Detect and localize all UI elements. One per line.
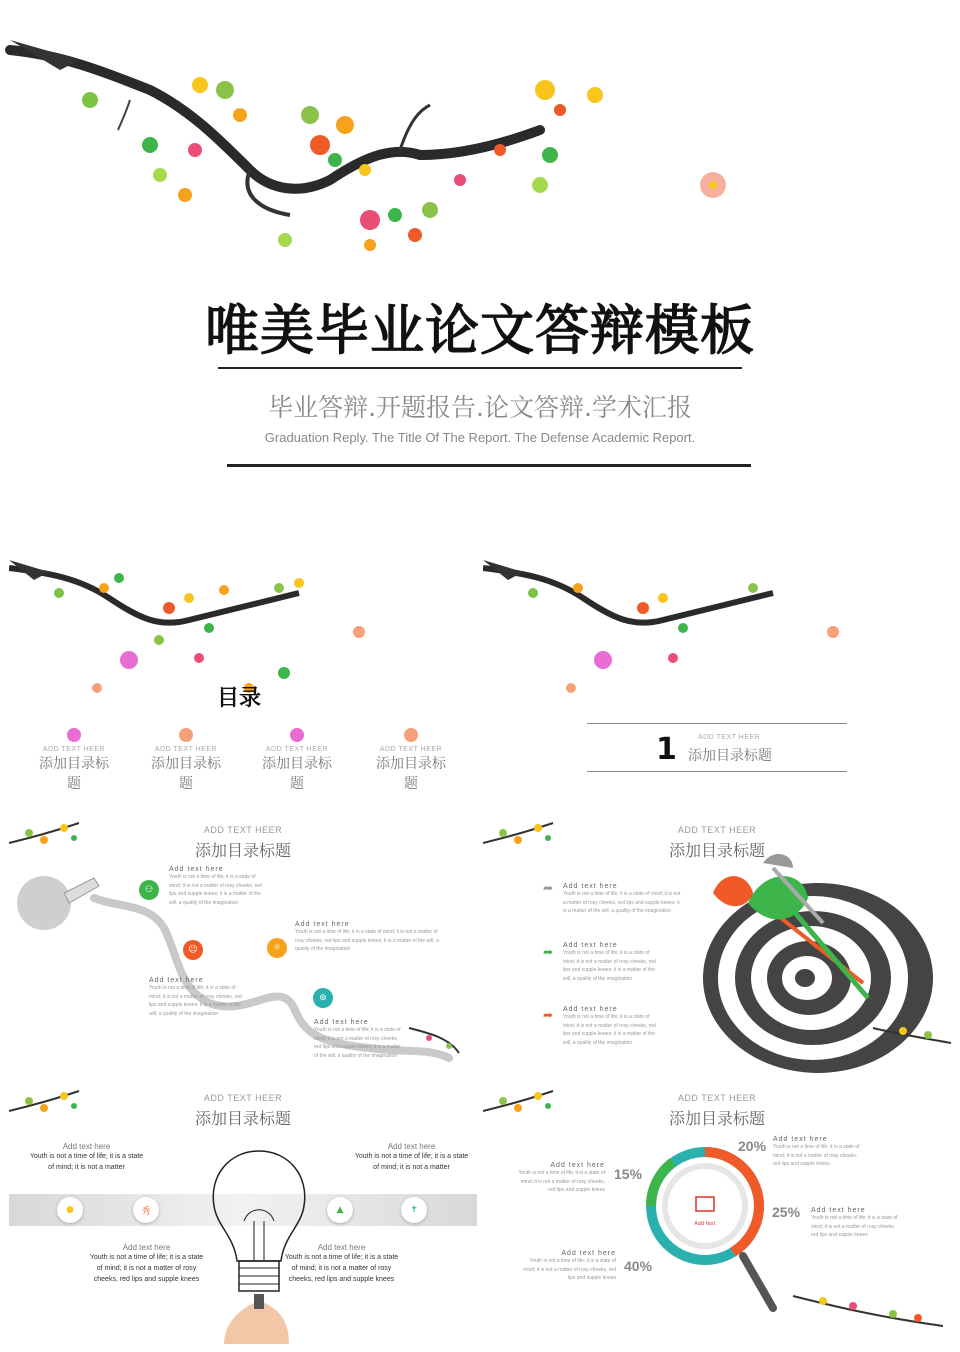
block-text: Youth is not a time of life; it is a state of mind; it is not a matter xyxy=(29,1153,144,1171)
cover-title: 唯美毕业论文答辩模板 xyxy=(205,299,755,362)
block-text: Youth is not a time of life; it is a state of mind; it is not a matter of rosy cheeks, red lips and supple knees; it is a matter of the will, a quality of the imagination xyxy=(563,1014,656,1046)
block-text: Youth is not a time of life; it is a state of mind; it is not a matter of rosy cheeks, red lips and supple knees xyxy=(518,1170,605,1193)
network-icon: ⊛ xyxy=(313,988,333,1008)
text-block-3 xyxy=(563,1006,658,1047)
toc-item-cn: 添加目录标题 xyxy=(39,756,109,792)
dart-icon: ➦ xyxy=(543,1008,554,1022)
pct-40: 40% xyxy=(624,1258,653,1274)
blossom-sprig-icon xyxy=(9,818,89,858)
center-label: Add text xyxy=(694,1221,716,1227)
slide-head-en: ADD TEXT HEER xyxy=(677,825,757,835)
section-cn-title: 添加目录标题 xyxy=(688,748,772,764)
section-en-label: ADD TEXT HEER xyxy=(698,734,761,741)
magnifier-slide xyxy=(483,1086,951,1344)
block-heading: Add text here xyxy=(317,1243,366,1252)
block-heading: Add text here xyxy=(773,1136,828,1143)
blossom-branch-illustration xyxy=(0,20,760,260)
block-text: Youth is not a time of life; it is a state of mind; it is not a matter of rosy cheeks, red lips and supple knees xyxy=(811,1215,898,1238)
section-bottom-rule xyxy=(587,771,847,772)
face-icon: ☺ xyxy=(183,940,203,960)
block-heading: Add text here xyxy=(314,1019,369,1026)
people-icon: ⚇ xyxy=(139,880,159,900)
toc-item-cn: 添加目录标题 xyxy=(376,756,446,792)
cover-bottom-rule xyxy=(227,464,751,467)
section-top-rule xyxy=(587,723,847,724)
toc-item-cn: 添加目录标题 xyxy=(262,756,332,792)
bottom-right-block xyxy=(284,1243,399,1285)
blossom-sprig-icon xyxy=(483,1086,563,1126)
block-text: Youth is not a time of life; it is a state of mind; it is not a matter of rosy cheeks, red lips and supple knees xyxy=(89,1254,204,1283)
pct-20: 20% xyxy=(738,1138,767,1154)
bulb-icon: ● xyxy=(57,1197,83,1223)
block-text: Youth is not a time of life; it is a state of mind; it is not a matter of rosy cheeks, red lips and supple knees; it is a matter of the will, a quality of the imagination xyxy=(169,874,262,906)
flower-icon xyxy=(179,728,193,742)
cover-english-subtitle: Graduation Reply. The Title Of The Report. The Defense Academic Report. xyxy=(264,430,696,445)
block-heading: Add text here xyxy=(561,1250,616,1257)
block-text: Youth is not a time of life; it is a state of mind; it is not a matter of rosy cheeks, red lips and supple knees; it is a matter of the will, a quality of the imagination xyxy=(563,950,656,982)
block-heading: Add text here xyxy=(62,1142,111,1151)
dartboard-illustration xyxy=(693,853,951,1073)
slide-head-cn: 添加目录标题 xyxy=(194,1109,291,1128)
toc-item[interactable] xyxy=(34,728,114,793)
toc-item[interactable] xyxy=(257,728,337,793)
text-block-4 xyxy=(314,1019,404,1060)
block-text: Youth is not a time of life; it is a state of mind; it is not a matter of rosy cheeks, red lips and supple knees; it is a matter of the will, a quality of the imagination xyxy=(314,1027,401,1059)
text-block-3 xyxy=(149,977,244,1018)
toc-slide xyxy=(9,548,477,800)
flower-icon xyxy=(404,728,418,742)
block-heading: Add text here xyxy=(811,1207,866,1214)
left-block-top xyxy=(513,1162,605,1195)
block-text: Youth is not a time of life; it is a state of mind; it is not a matter of rosy cheeks, red lips and supple knees xyxy=(284,1254,399,1283)
section-number: 1 xyxy=(656,732,677,767)
block-text: Youth is not a time of life; it is a state of mind; it is not a matter xyxy=(354,1153,469,1171)
block-heading: Add text here xyxy=(563,942,618,949)
toc-item-en: ADD TEXT HEER xyxy=(154,746,218,753)
block-text: Youth is not a time of life; it is a state of mind; it is not a matter of rosy cheeks, red lips and supple knees; it is a matter of the will, a quality of the imagination xyxy=(295,929,439,952)
block-heading: Add text here xyxy=(563,883,618,890)
text-block-1 xyxy=(169,866,264,907)
magnifier-ring-illustration xyxy=(643,1146,943,1344)
text-block-2 xyxy=(563,942,663,983)
cover-slide xyxy=(0,0,960,500)
pct-25: 25% xyxy=(772,1204,801,1220)
pct-15: 15% xyxy=(614,1166,643,1182)
flower-icon xyxy=(290,728,304,742)
right-block-bottom xyxy=(811,1207,901,1240)
block-heading: Add text here xyxy=(169,866,224,873)
toc-title: 目录 xyxy=(217,686,262,711)
top-right-block xyxy=(354,1142,469,1173)
toc-item-en: ADD TEXT HEER xyxy=(379,746,443,753)
block-heading: Add text here xyxy=(550,1162,605,1169)
block-text: Youth is not a time of life; it is a state of mind; it is not a matter of rosy cheeks, red lips and supple knees xyxy=(773,1144,860,1167)
block-heading: Add text here xyxy=(149,977,204,984)
globe-icon: ☼ xyxy=(267,938,287,958)
right-block-top xyxy=(773,1136,863,1169)
slide-head-cn: 添加目录标题 xyxy=(194,841,291,860)
target-slide xyxy=(483,818,951,1076)
block-heading: Add text here xyxy=(295,921,350,928)
toc-item-en: ADD TEXT HEER xyxy=(265,746,329,753)
block-text: Youth is not a time of life; it is a state of mind; it is not a matter of rosy cheeks, red lips and supple knees; it is a matter of the will, a quality of the imagination xyxy=(563,891,681,914)
slide-head-en: ADD TEXT HEER xyxy=(677,1093,757,1103)
blossom-sprig-icon xyxy=(483,818,563,858)
flask-slide xyxy=(9,818,477,1070)
flower-icon xyxy=(67,728,81,742)
text-block-1 xyxy=(563,883,683,916)
toc-item[interactable] xyxy=(371,728,451,793)
dart-icon: ➦ xyxy=(543,945,554,959)
slide-head-cn: 添加目录标题 xyxy=(668,841,765,860)
blossom-branch-illustration xyxy=(483,548,951,708)
slide-head-en: ADD TEXT HEER xyxy=(203,825,283,835)
cover-subtitle: 毕业答辩.开题报告.论文答辩.学术汇报 xyxy=(268,393,692,422)
dart-icon: ➦ xyxy=(543,881,554,895)
cover-top-rule xyxy=(218,367,742,369)
top-left-block xyxy=(29,1142,144,1173)
toc-item-cn: 添加目录标题 xyxy=(151,756,221,792)
section-slide xyxy=(483,548,951,800)
block-heading: Add text here xyxy=(387,1142,436,1151)
block-text: Youth is not a time of life; it is a state of mind; it is not a matter of rosy cheeks, red lips and supple knees xyxy=(523,1258,616,1281)
toc-item[interactable] xyxy=(146,728,226,793)
block-text: Youth is not a time of life; it is a state of mind; it is not a matter of rosy cheeks, red lips and supple knees; it is a matter of the will, a quality of the imagination xyxy=(149,985,242,1017)
triangle-icon: ▲ xyxy=(327,1197,353,1223)
bottom-left-block xyxy=(89,1243,204,1285)
slide-head-en: ADD TEXT HEER xyxy=(203,1093,283,1103)
text-block-2 xyxy=(295,921,445,954)
bulb-slide xyxy=(9,1086,477,1344)
block-heading: Add text here xyxy=(563,1006,618,1013)
blossom-sprig-icon xyxy=(9,1086,89,1126)
block-heading: Add text here xyxy=(122,1243,171,1252)
signpost-icon: ✝ xyxy=(401,1197,427,1223)
toc-item-en: ADD TEXT HEER xyxy=(42,746,106,753)
xiu-icon: 秀 xyxy=(133,1197,159,1223)
slide-head-cn: 添加目录标题 xyxy=(668,1109,765,1128)
left-block-bottom xyxy=(521,1250,616,1283)
